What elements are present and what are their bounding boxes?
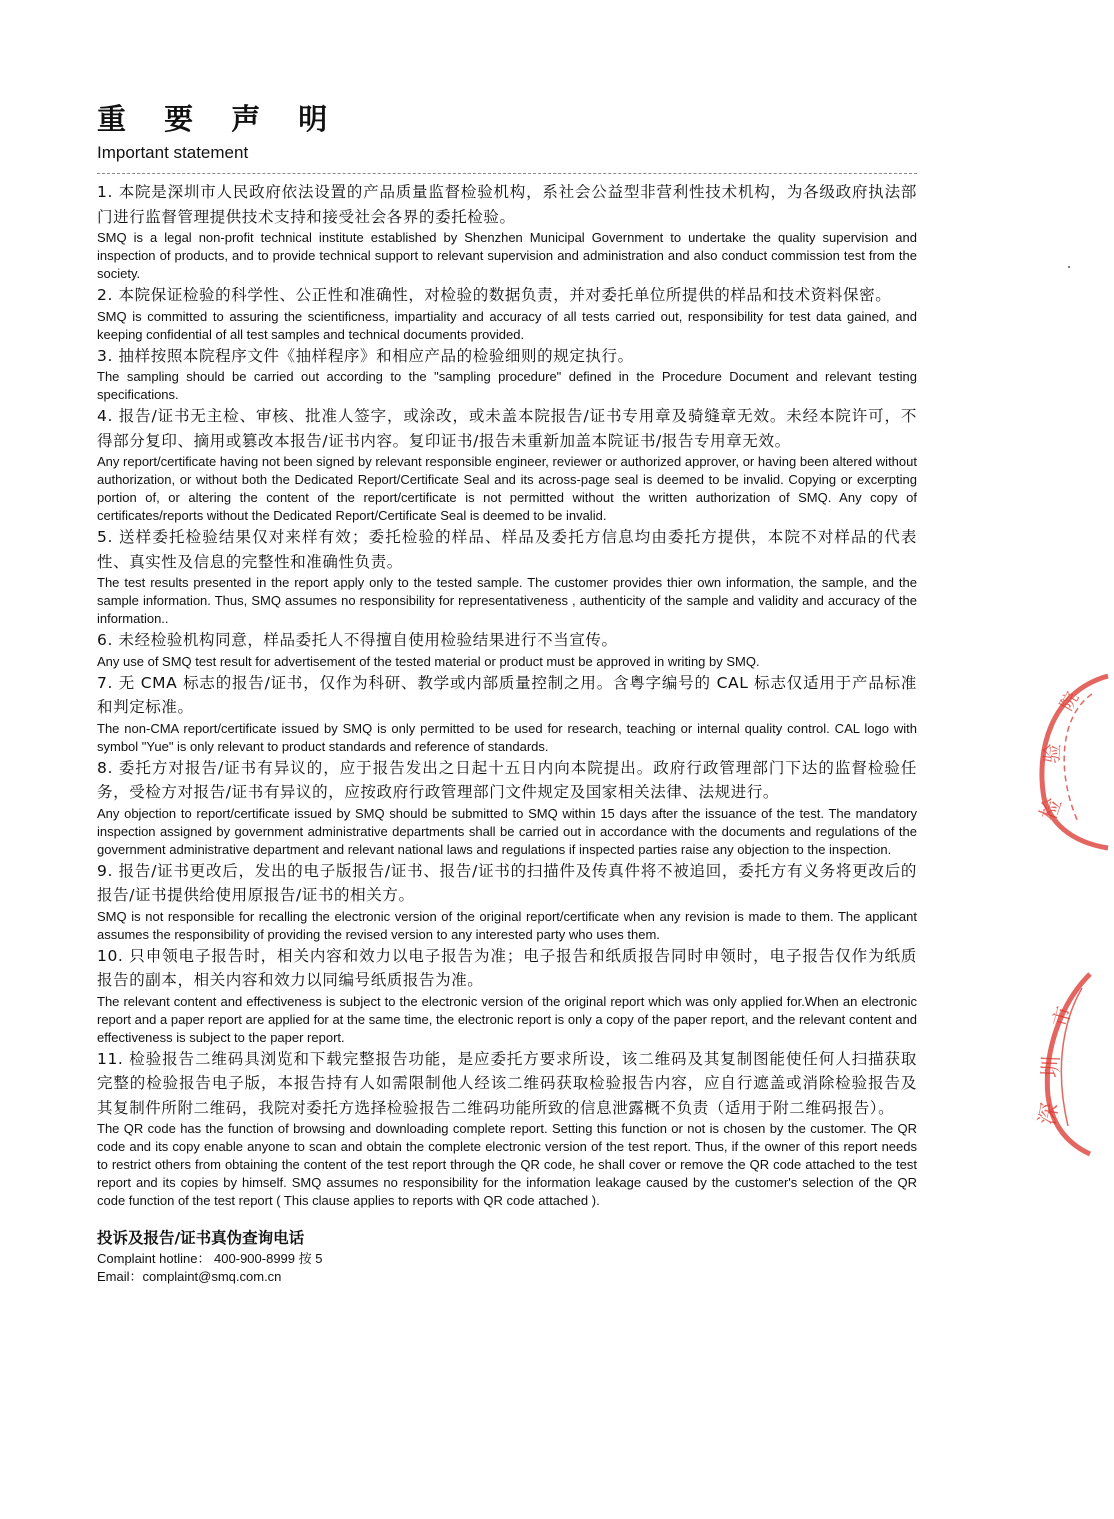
statement-item-10	[97, 944, 917, 1047]
statement-item-7	[97, 671, 917, 756]
page-title-en: Important statement	[97, 143, 249, 162]
red-seal-upper	[1030, 672, 1110, 852]
page-title-cn: 重 要 声 明	[97, 102, 342, 136]
statement-page	[97, 96, 917, 1286]
statement-cn: 1. 本院是深圳市人民政府依法设置的产品质量监督检验机构，系社会公益型非营利性技术机构，为各级政府执法部门进行监督管理提供技术支持和接受社会各界的委托检验。	[97, 183, 917, 226]
seal-char: 检	[1036, 794, 1068, 825]
statement-en: SMQ is a legal non-profit technical institute established by Shenzhen Municipal Government to undertake the quality supervision and inspection of products, and to provide technical support to relevant supervision and administration and also conduct commission test from the society.	[97, 230, 917, 281]
statement-en: The test results presented in the report apply only to the tested sample. The customer provides thier own information, the sample, and the sample information. Thus, SMQ assumes no responsibility for representativeness , authenticity of the sample and validity and accuracy of the information..	[97, 575, 917, 626]
statement-cn: 10. 只申领电子报告时，相关内容和效力以电子报告为准；电子报告和纸质报告同时申领时，电子报告仅作为纸质报告的副本，相关内容和效力以同编号纸质报告为准。	[97, 946, 917, 989]
statement-cn: 6. 未经检验机构同意，样品委托人不得擅自使用检验结果进行不当宣传。	[97, 631, 618, 649]
statement-item-11	[97, 1047, 917, 1211]
seal-char: 市	[1047, 1003, 1077, 1030]
statement-cn: 7. 无 CMA 标志的报告/证书，仅作为科研、教学或内部质量控制之用。含粤字编号的 CAL 标志仅适用于产品标准和判定标准。	[97, 673, 917, 716]
statement-en: The QR code has the function of browsing and downloading complete report. Setting this function or not is chosen by the customer. The QR code and its copy enable anyone to scan and obtain the complete electronic version of the test report. Thus, if the owner of this report needs to restrict others from obtaining the content of the test report through the QR code, he shall cover or remove the QR code attached to the test report and its copies by himself. SMQ assumes no responsibility for the information leakage caused by the customer's selection of the QR code function of the test report ( This clause applies to reports with QR code attached ).	[97, 1121, 917, 1208]
scan-speck	[1068, 266, 1070, 268]
statement-cn: 5. 送样委托检验结果仅对来样有效；委托检验的样品、样品及委托方信息均由委托方提供，本院不对样品的代表性、真实性及信息的完整性和准确性负责。	[97, 528, 917, 571]
statement-en: The relevant content and effectiveness is subject to the electronic version of the original report which was only applied for.When an electronic report and a paper report are applied for at the same time, the electronic report is only a copy of the paper report, and the relevant content and effectiveness is subject to the paper report.	[97, 993, 917, 1045]
statement-item-5	[97, 525, 917, 628]
statement-cn: 2. 本院保证检验的科学性、公正性和准确性，对检验的数据负责，并对委托单位所提供的样品和技术资料保密。	[97, 286, 892, 304]
statement-cn: 3. 抽样按照本院程序文件《抽样程序》和相应产品的检验细则的规定执行。	[97, 346, 634, 365]
statement-item-4	[97, 404, 917, 525]
seal-char: 深	[1035, 1101, 1064, 1128]
statement-en: SMQ is committed to assuring the scientificness, impartiality and accuracy of all tests carried out, responsibility for test data gained, and keeping confidential of all test samples and technical documents provided.	[97, 308, 917, 342]
statement-cn: 11. 检验报告二维码具浏览和下载完整报告功能，是应委托方要求所设，该二维码及其复制图能使任何人扫描获取完整的检验报告电子版，本报告持有人如需限制他人经该二维码获取检验报告内容，应自行遮盖或消除检验报告及其复制件所附二维码，我院对委托方选择检验报告二维码功能所致的信息泄露概不负责（适用于附二维码报告）。	[97, 1049, 917, 1117]
complaint-hotline: Complaint hotline： 400-900-8999 按 5	[97, 1251, 323, 1266]
seal-char: 院	[1056, 688, 1084, 715]
statement-item-8	[97, 756, 917, 859]
dashed-divider	[97, 173, 917, 174]
contact-title: 投诉及报告/证书真伪查询电话	[97, 1229, 305, 1247]
contact-section	[97, 1226, 917, 1286]
statement-en: Any objection to report/certificate issued by SMQ should be submitted to SMQ within 15 days after the issuance of the test. The mandatory inspection assigned by government administrative departments shall be carried out in accordance with the documents and regulations of the government administrative department and relevant national laws and regulations if inspected parties raise any objection to the inspection.	[97, 805, 917, 857]
statement-en: Any use of SMQ test result for advertisement of the tested material or product must be approved in writing by SMQ.	[97, 653, 760, 669]
statement-en: The non-CMA report/certificate issued by SMQ is only permitted to be used for research, teaching or internal quality control. CAL logo with symbol "Yue" is only relevant to product standards and reference of standards.	[97, 720, 917, 754]
red-seal-lower	[1034, 966, 1114, 1156]
statement-item-9	[97, 859, 917, 944]
complaint-email: Email：complaint@smq.com.cn	[97, 1269, 282, 1284]
statement-item-3	[97, 344, 917, 405]
statement-cn: 4. 报告/证书无主检、审核、批准人签字，或涂改，或未盖本院报告/证书专用章及骑缝章无效。未经本院许可，不得部分复印、摘用或篡改本报告/证书内容。复印证书/报告未重新加盖本院证书/报告专用章无效。	[97, 407, 917, 450]
statement-en: The sampling should be carried out according to the "sampling procedure" defined in the Procedure Document and relevant testing specifications.	[97, 369, 917, 402]
seal-char: 验	[1039, 742, 1065, 765]
statement-list	[97, 180, 917, 1210]
statement-item-1	[97, 180, 917, 283]
statement-cn: 8. 委托方对报告/证书有异议的，应于报告发出之日起十五日内向本院提出。政府行政管理部门下达的监督检验任务，受检方对报告/证书有异议的，应按政府行政管理部门文件规定及国家相关法律、法规进行。	[97, 758, 917, 801]
statement-en: Any report/certificate having not been signed by relevant responsible engineer, reviewer or authorized approver, or having been altered without authorization, or without both the Dedicated Report/Certificate Seal and its across-page seal is deemed to be invalid. Copying or excerpting portion of, or altering the content of the report/certificate is not permitted without the written authorization of SMQ. Any copy of certificates/reports without the Dedicated Report/Certificate Seal is deemed to be invalid.	[97, 454, 917, 523]
statement-cn: 9. 报告/证书更改后，发出的电子版报告/证书、报告/证书的扫描件及传真件将不被追回，委托方有义务将更改后的报告/证书提供给使用原报告/证书的相关方。	[97, 861, 917, 904]
seal-char: 圳	[1039, 1055, 1065, 1079]
statement-en: SMQ is not responsible for recalling the electronic version of the original report/certificate when any revision is made to them. The applicant assumes the responsibility of providing the revised version to any interested party who uses them.	[97, 908, 917, 942]
statement-item-2	[97, 283, 917, 344]
statement-item-6	[97, 628, 917, 671]
